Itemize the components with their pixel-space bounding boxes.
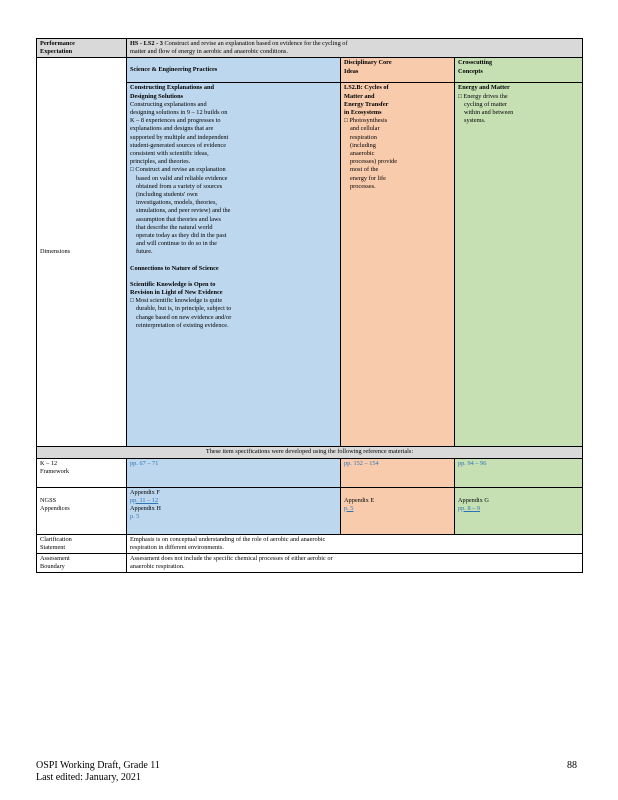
performance-expectation-row [37, 39, 583, 58]
assessment-boundary-row [37, 554, 583, 573]
performance-expectation-label: Performance Expectation [37, 39, 127, 58]
assessment-text: Assessment does not include the specific chemical processes of either aerobic or anaerobic respiration. [127, 554, 583, 573]
page-number: 88 [567, 760, 577, 771]
appendix-f-link[interactable]: pp. 11 – 12 [130, 496, 159, 504]
core-ideas-content: LS2.B: Cycles of Matter and Energy Transfer in Ecosystems □ Photosynthesis and cellular respiration (including anaerobic processes) provide most of the energy for life processes. [341, 83, 455, 447]
bullet-icon: □ [130, 166, 134, 174]
appendix-h-link[interactable]: p. 5 [130, 513, 140, 521]
assessment-label: Assessment Boundary [37, 554, 127, 573]
performance-expectation-text: HS - LS2 - 3 Construct and revise an explanation based on evidence for the cycling of matter and flow of energy in aerobic and anaerobic conditions. [127, 39, 583, 58]
ngss-label: NGSS Appendices [37, 487, 127, 534]
practices-heading: Science & Engineering Practices [127, 58, 341, 83]
footer-last-edited: Last edited: January, 2021 [36, 772, 141, 783]
footer-draft-label: OSPI Working Draft, Grade 11 [36, 760, 160, 771]
ngss-practices-refs: Appendix F pp. 11 – 12 Appendix H p. 5 [127, 487, 341, 534]
standards-table [36, 38, 583, 573]
bullet-icon: □ [130, 297, 134, 305]
ngss-core-ideas-refs: Appendix E p. 5 [341, 487, 455, 534]
clarification-text: Emphasis is on conceptual understanding of the role of aerobic and anaerobic respiration in different environments. [127, 534, 583, 553]
k12-framework-row [37, 458, 583, 487]
appendix-e-link[interactable]: p. 5 [344, 504, 354, 512]
crosscutting-content: Energy and Matter □ Energy drives the cycling of matter within and between systems. [455, 83, 583, 447]
bullet-icon: □ [458, 92, 462, 100]
k12-label: K – 12 Framework [37, 458, 127, 487]
clarification-label: Clarification Statement [37, 534, 127, 553]
clarification-row [37, 534, 583, 553]
appendix-g-link[interactable]: pp. 8 – 9 [458, 504, 481, 512]
ngss-crosscutting-refs: Appendix G pp. 8 – 9 [455, 487, 583, 534]
k12-crosscutting-pages[interactable]: pp. 94 – 96 [455, 458, 583, 487]
core-ideas-heading: Disciplinary Core Ideas [341, 58, 455, 83]
footer-left [36, 760, 160, 784]
ngss-appendices-row [37, 487, 583, 534]
reference-note: These item specifications were developed using the following reference materials: [37, 447, 583, 458]
k12-core-ideas-pages[interactable]: pp. 152 – 154 [341, 458, 455, 487]
k12-practices-pages[interactable]: pp. 67 – 71 [127, 458, 341, 487]
connections-heading: Connections to Nature of Science [130, 264, 219, 272]
crosscutting-heading: Crosscutting Concepts [455, 58, 583, 83]
bullet-icon: □ [344, 117, 348, 125]
dimensions-header-row [37, 58, 583, 83]
dimensions-label: Dimensions [37, 58, 127, 447]
practices-content: Constructing Explanations and Designing Solutions Constructing explanations and designing solutions in 9 – 12 builds on K – 8 experiences and progresses to explanations and designs that are supported by multiple and independent student-generated sources of evidence consistent with scientific ideas, principles, and theories. □ Construct and revise an explanation based on valid and reliable evidence obtained from a variety of sources (including students' own investigations, models, theories, simulations, and peer review) and the assumption that theories and laws that describe the natural world operate today as they did in the past and will continue to do so in the future. Connections to Nature of Science Scientific Knowledge is Open to Revision in Light of New Evidence □ Most scientific knowledge is quite durable, but is, in principle, subject to change based on new evidence and/or reinterpretation of existing evidence. [127, 83, 341, 447]
reference-note-row [37, 447, 583, 458]
pe-code: HS - LS2 - 3 [130, 40, 163, 47]
